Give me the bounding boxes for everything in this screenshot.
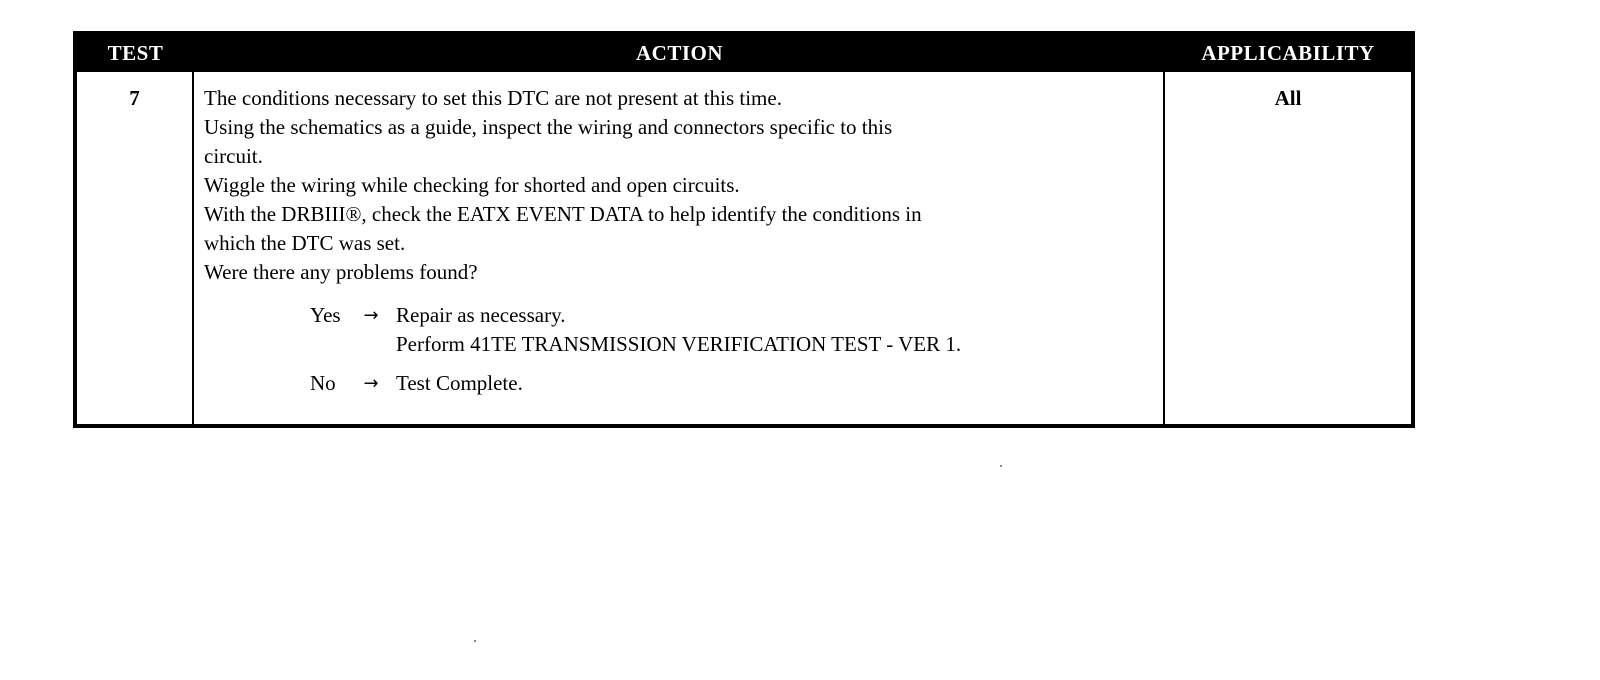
action-line: Using the schematics as a guide, inspect the wiring and connectors specific to this: [204, 115, 893, 139]
header-action: ACTION: [194, 35, 1165, 72]
outcome-no: [204, 369, 1157, 398]
diagnostic-test-table: [73, 31, 1415, 428]
outcome-result-line: Test Complete.: [396, 371, 523, 395]
scan-speck: [1000, 465, 1002, 467]
outcome-answer: No: [310, 371, 336, 395]
outcome-result-line: Perform 41TE TRANSMISSION VERIFICATION TEST - VER 1.: [396, 332, 962, 356]
outcome-result: [396, 301, 961, 359]
outcome-yes: [204, 301, 1157, 359]
action-line: circuit.: [204, 144, 263, 168]
action-cell: [194, 72, 1165, 424]
action-line: Wiggle the wiring while checking for shorted and open circuits.: [204, 173, 740, 197]
outcome-result-line: Repair as necessary.: [396, 303, 566, 327]
header-test: TEST: [77, 35, 194, 72]
action-line: With the DRBIII®, check the EATX EVENT DATA to help identify the conditions in: [204, 202, 922, 226]
outcome-answer: Yes: [310, 303, 341, 327]
applicability-value: All: [1274, 86, 1302, 110]
test-number: 7: [77, 72, 194, 424]
header-applicability: APPLICABILITY: [1165, 35, 1411, 72]
right-arrow-icon: →: [363, 305, 379, 326]
right-arrow-icon: →: [363, 373, 379, 394]
action-line: which the DTC was set.: [204, 231, 406, 255]
outcome-result: [396, 369, 523, 398]
action-question: Were there any problems found?: [204, 260, 478, 284]
action-line: The conditions necessary to set this DTC are not present at this time.: [204, 86, 782, 110]
outcome-list: [204, 301, 1157, 398]
scan-speck: [474, 640, 476, 642]
